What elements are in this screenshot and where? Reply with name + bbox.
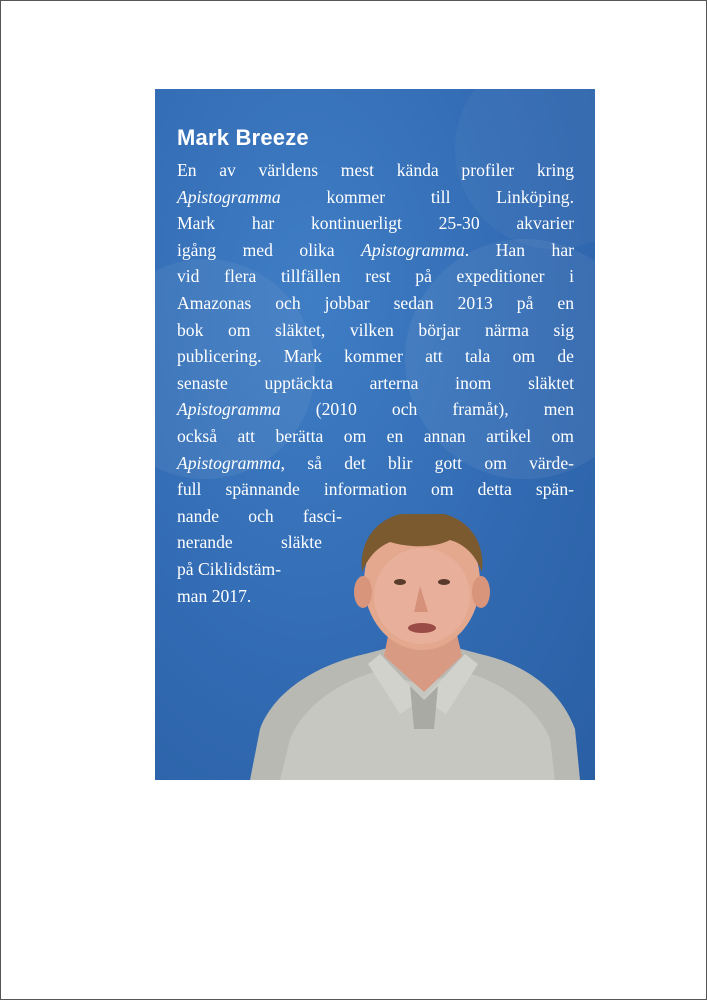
bio-text: . Han har xyxy=(464,239,574,260)
bio-text: man 2017. xyxy=(177,585,252,606)
bio-line xyxy=(177,423,574,450)
bio-text: kommer till Linköping. xyxy=(280,186,574,207)
bio-line xyxy=(177,237,574,264)
bio-line xyxy=(177,370,574,397)
bio-line xyxy=(177,157,574,184)
bio-line xyxy=(177,210,574,237)
bio-text: bok om släktet, vilken börjar närma sig xyxy=(177,319,574,340)
bio-text: på Ciklidstäm- xyxy=(177,558,282,579)
bio-text: , så det blir gott om värde- xyxy=(280,452,574,473)
bio-line xyxy=(177,263,574,290)
speaker-name: Mark Breeze xyxy=(177,125,309,150)
bio-text: Amazonas och jobbar sedan 2013 på en xyxy=(177,292,574,313)
bio-line xyxy=(177,317,574,344)
bio-text: igång med olika xyxy=(177,239,362,260)
bio-text: nande och fasci- xyxy=(177,505,342,526)
bio-italic: Apistogramma xyxy=(361,239,465,260)
bio-line xyxy=(177,343,574,370)
bio-italic: Apistogramma xyxy=(177,452,281,473)
bio-text: Mark har kontinuerligt 25-30 akvarier xyxy=(177,213,574,234)
speaker-card xyxy=(155,89,595,780)
bio-text: vid flera tillfällen rest på expeditioner i xyxy=(177,266,574,287)
bio-text: full spännande information om detta spän- xyxy=(177,479,574,500)
bio-line xyxy=(177,290,574,317)
bio-line xyxy=(177,476,574,503)
bio-text: En av världens mest kända profiler kring xyxy=(177,160,574,180)
bio-text: senaste upptäckta arterna inom släktet xyxy=(177,372,574,393)
bio-text: publicering. Mark kommer att tala om de xyxy=(177,346,574,367)
bio-text: också att berätta om en annan artikel om xyxy=(177,425,574,446)
bio-italic: Apistogramma xyxy=(177,399,281,420)
portrait-photo xyxy=(250,514,580,780)
bio-text: (2010 och framåt), men xyxy=(280,399,574,420)
bio-line xyxy=(177,184,574,211)
bio-line xyxy=(177,450,574,477)
bio-line xyxy=(177,396,574,423)
bio-text: nerande släkte xyxy=(177,532,322,553)
bio-italic: Apistogramma xyxy=(177,186,281,207)
